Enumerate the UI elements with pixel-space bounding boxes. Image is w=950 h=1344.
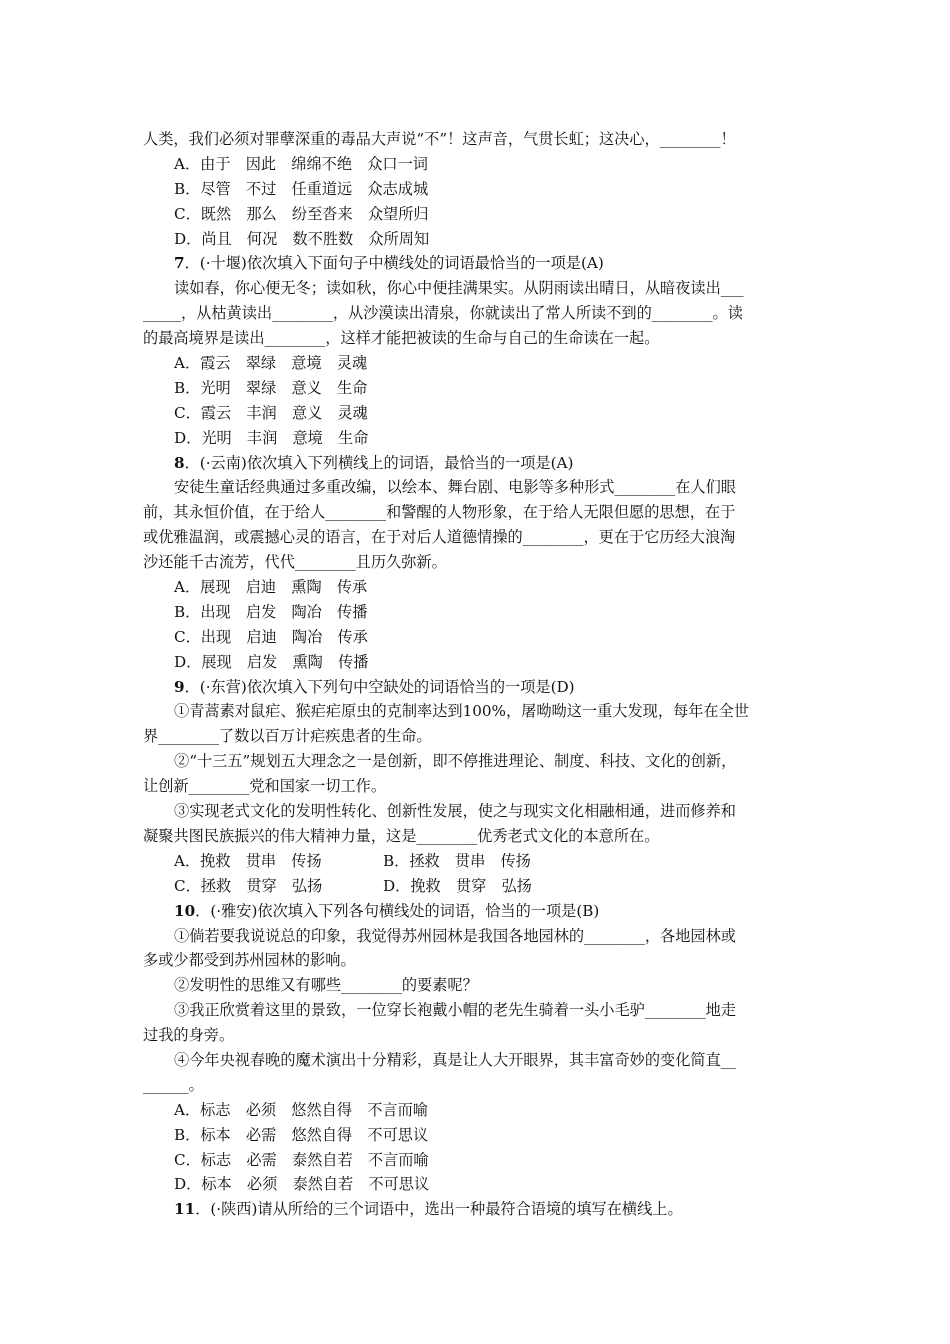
text-line: 界________了数以百万计疟疾患者的生命。 xyxy=(143,727,432,746)
exercise-text xyxy=(143,127,808,1222)
text-line: 多或少都受到苏州园林的影响。 xyxy=(143,951,356,970)
text-line: 的最高境界是读出________，这样才能把被读的生命与自己的生命读在一起。 xyxy=(143,329,660,348)
text-line: 凝聚共图民族振兴的伟大精神力量，这是________优秀老式文化的本意所在。 xyxy=(143,826,660,845)
option-line: D．展现 启发 熏陶 传播 xyxy=(174,652,369,671)
option-line: C．既然 那么 纷至沓来 众望所归 xyxy=(174,204,429,223)
text-line: ②“十三五”规划五大理念之一是创新，即不停推进理论、制度、科技、文化的创新， xyxy=(174,752,737,771)
option-text: C．拯救 贯穿 弘扬 xyxy=(174,876,323,895)
question-heading xyxy=(143,1197,808,1222)
text-line: _____，从枯黄读出________，从沙漠读出清泉，你就读出了常人所读不到的________。读 xyxy=(143,304,743,323)
option-line: B．出现 启发 陶冶 传播 xyxy=(174,602,368,621)
text-line: ②发明性的思维又有哪些________的要素呢？ xyxy=(174,976,478,995)
question-text: ．(·云南)依次填入下列横线上的词语，最恰当的一项是(A) xyxy=(184,453,574,472)
question-number: 8 xyxy=(174,453,185,472)
question-number: 7 xyxy=(174,254,185,273)
option-line: A．标志 必须 悠然自得 不言而喻 xyxy=(174,1100,428,1119)
option-line: B．标本 必需 悠然自得 不可思议 xyxy=(174,1125,429,1144)
question-heading xyxy=(143,251,808,276)
option-line: A．由于 因此 绵绵不绝 众口一词 xyxy=(174,154,428,173)
text-line: ______。 xyxy=(143,1075,204,1094)
text-line: 读如春，你心便无冬；读如秋，你心中便挂满果实。从阴雨读出晴日，从暗夜读出___ xyxy=(174,279,744,298)
text-line: 过我的身旁。 xyxy=(143,1026,235,1045)
option-line: B．光明 翠绿 意义 生命 xyxy=(174,378,368,397)
option-line: D．标本 必须 泰然自若 不可思议 xyxy=(174,1175,430,1194)
question-text: ．(·陕西)请从所给的三个词语中，选出一种最符合语境的填写在横线上。 xyxy=(195,1200,683,1219)
question-number: 10 xyxy=(174,901,196,920)
option-line: D．光明 丰润 意境 生命 xyxy=(174,428,369,447)
option-row xyxy=(143,849,808,874)
option-row xyxy=(143,874,808,899)
option-text: A．挽救 贯串 传扬 xyxy=(174,851,322,870)
option-line: B．尽管 不过 任重道远 众志成城 xyxy=(174,179,429,198)
option-line: A．展现 启迪 熏陶 传承 xyxy=(174,578,368,597)
text-line: ①青蒿素对鼠疟、猴疟疟原虫的克制率达到100%，屠呦呦这一重大发现，每年在全世 xyxy=(174,702,749,721)
question-number: 9 xyxy=(174,677,185,696)
option-text: D．挽救 贯穿 弘扬 xyxy=(383,876,532,895)
question-text: ．(·东营)依次填入下列句中空缺处的词语恰当的一项是(D) xyxy=(184,677,575,696)
question-heading xyxy=(143,451,808,476)
option-line: D．尚且 何况 数不胜数 众所周知 xyxy=(174,229,430,248)
option-line: C．出现 启迪 陶冶 传承 xyxy=(174,627,368,646)
text-line: ③实现老式文化的发明性转化、创新性发展，使之与现实文化相融相通，进而修养和 xyxy=(174,802,736,821)
question-text: ．(·雅安)依次填入下列各句横线处的词语，恰当的一项是(B) xyxy=(195,901,600,920)
text-line: ④今年央视春晚的魔术演出十分精彩，真是让人大开眼界，其丰富奇妙的变化简直__ xyxy=(174,1050,736,1069)
text-line: 安徒生童话经典通过多重改编，以绘本、舞台剧、电影等多种形式________在人们眼 xyxy=(174,478,736,497)
question-heading xyxy=(143,675,808,700)
option-line: C．标志 必需 泰然自若 不言而喻 xyxy=(174,1150,429,1169)
text-line: 让创新________党和国家一切工作。 xyxy=(143,777,386,796)
question-heading xyxy=(143,899,808,924)
text-line: ①倘若要我说说总的印象，我觉得苏州园林是我国各地园林的________，各地园林或 xyxy=(174,926,736,945)
text-line: ③我正欣赏着这里的景致，一位穿长袍戴小帽的老先生骑着一头小毛驴________地走 xyxy=(174,1001,736,1020)
question-text: ．(·十堰)依次填入下面句子中横线处的词语最恰当的一项是(A) xyxy=(184,254,604,273)
text-line: 前，其永恒价值，在于给人________和警醒的人物形象，在于给人无限但愿的思想，在于 xyxy=(143,503,736,522)
text-line: 沙还能千古流芳，代代________且历久弥新。 xyxy=(143,553,447,572)
text-line: 人类，我们必须对罪孽深重的毒品大声说“不”！这声音，气贯长虹；这决心，________！ xyxy=(143,130,736,148)
question-number: 11 xyxy=(174,1200,196,1219)
option-line: C．霞云 丰润 意义 灵魂 xyxy=(174,403,368,422)
text-line: 或优雅温润，或震撼心灵的语言，在于对后人道德情操的________，更在于它历经大浪淘 xyxy=(143,528,736,547)
option-line: A．霞云 翠绿 意境 灵魂 xyxy=(174,354,368,373)
option-text: B．拯救 贯串 传扬 xyxy=(383,851,531,870)
